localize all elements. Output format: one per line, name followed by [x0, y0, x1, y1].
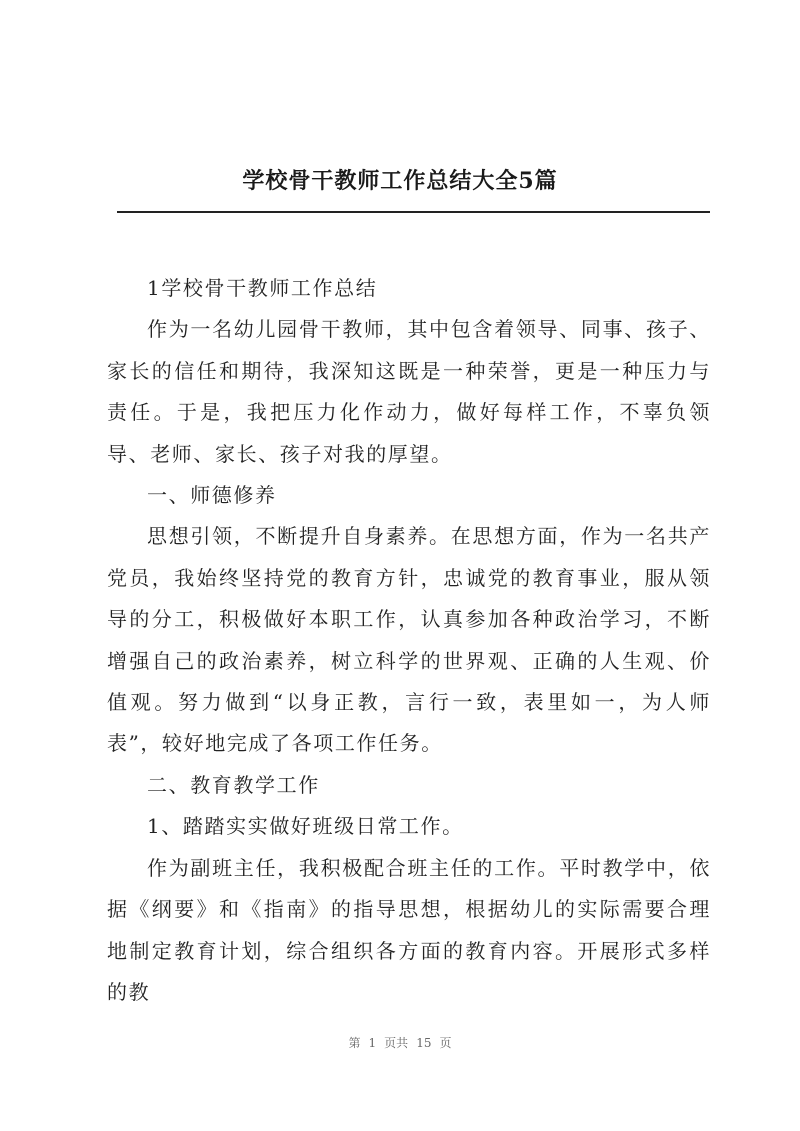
footer-suffix: 页	[439, 1036, 452, 1050]
subsection-heading-class-work: 1、踏踏实实做好班级日常工作。	[147, 814, 464, 839]
footer-total-pages: 15	[416, 1036, 432, 1050]
footer-middle: 页共	[384, 1036, 409, 1050]
paragraph-class-work: 作为副班主任，我积极配合班主任的工作。平时教学中，依据《纲要》和《指南》的指导思想，根据幼儿的实际需要合理地制定教育计划，综合组织各方面的教育内容。开展形式多样的教	[107, 855, 711, 1004]
section-heading-teaching: 二、教育教学工作	[147, 772, 320, 797]
document-title: 学校骨干教师工作总结大全5篇	[242, 168, 558, 194]
section-heading-ethics: 一、师德修养	[147, 483, 277, 508]
paragraph-ethics: 思想引领，不断提升自身素养。在思想方面，作为一名共产党员，我始终坚持党的教育方针，忠诚党的教育事业，服从领导的分工，积极做好本职工作，认真参加各种政治学习，不断增强自己的政治素养，树立科学的世界观、正确的人生观、价值观。努力做到“以身正教，言行一致，表里如一，为人师表”，较好地完成了各项工作任务。	[107, 524, 711, 756]
title-underline	[117, 211, 710, 213]
section-heading-1: 1学校骨干教师工作总结	[147, 276, 378, 300]
document-body	[107, 268, 711, 1013]
paragraph-intro: 作为一名幼儿园骨干教师，其中包含着领导、同事、孩子、家长的信任和期待，我深知这既是一种荣誉，更是一种压力与责任。于是，我把压力化作动力，做好每样工作，不辜负领导、老师、家长、孩子对我的厚望。	[107, 317, 711, 466]
footer-prefix: 第	[348, 1036, 361, 1050]
footer-page-number: 1	[368, 1036, 377, 1050]
page-footer	[0, 1034, 800, 1051]
